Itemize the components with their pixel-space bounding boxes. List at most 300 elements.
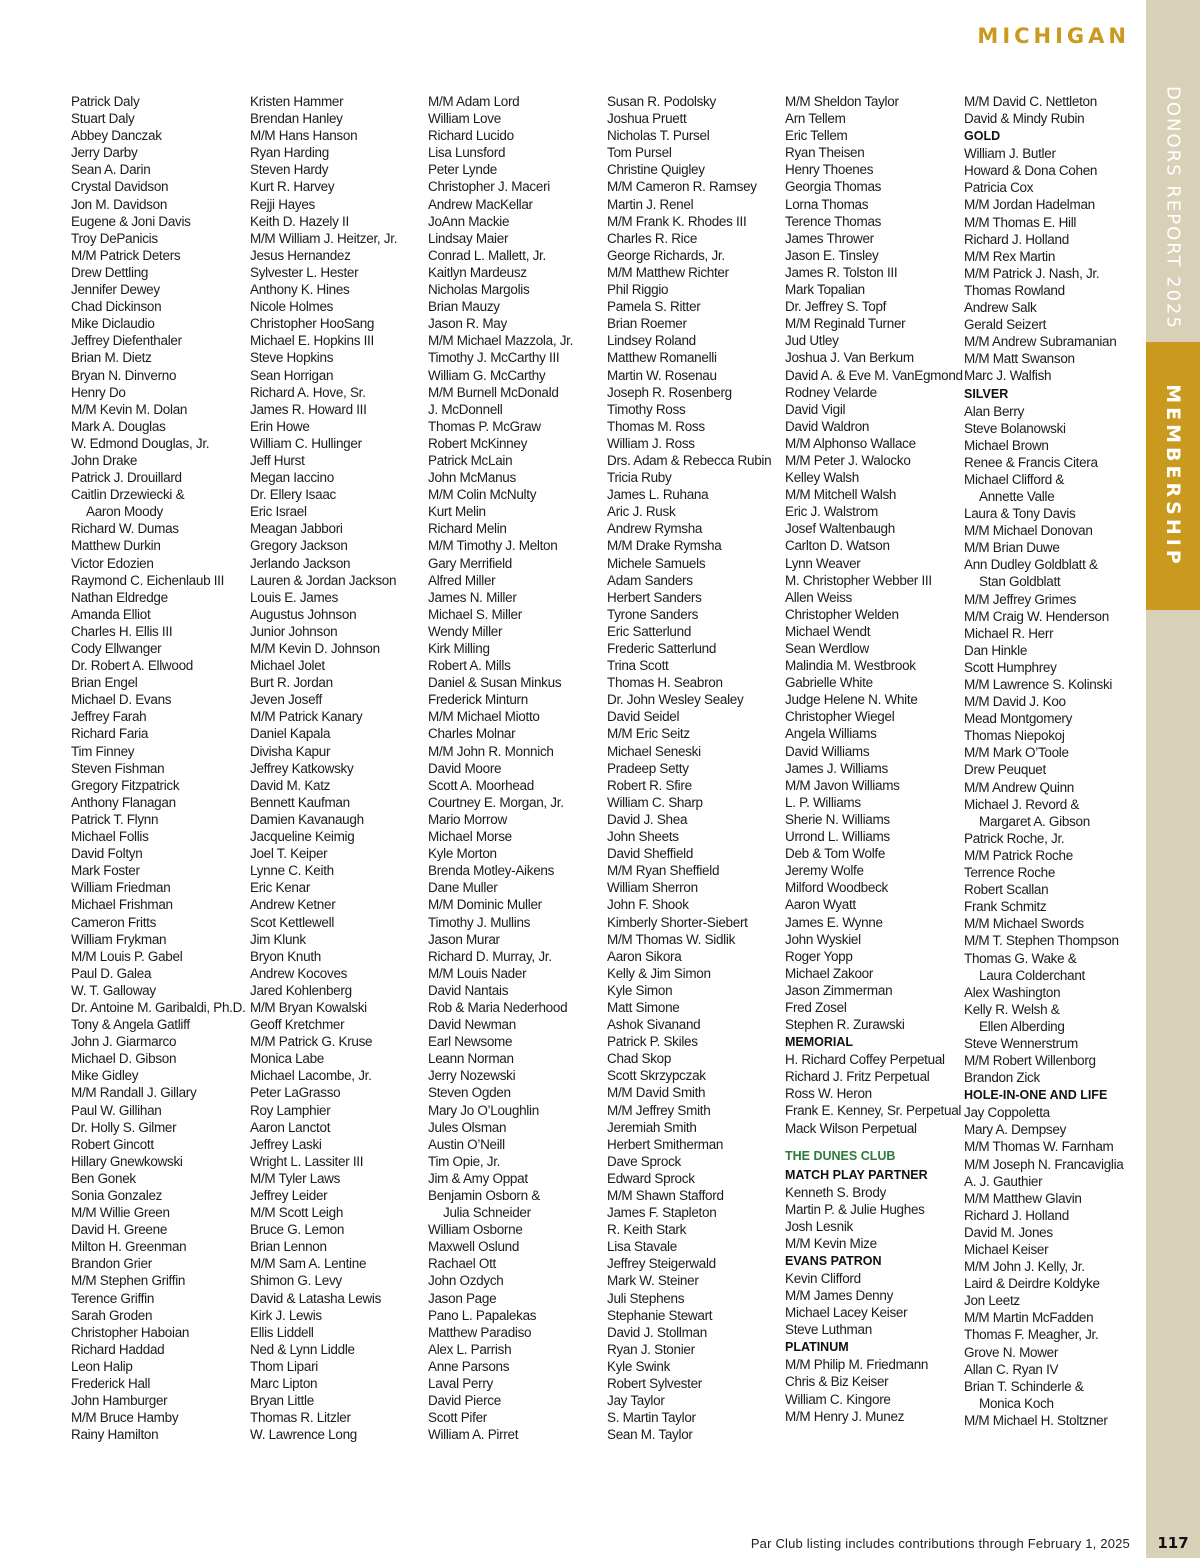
donor-name: M/M Timothy J. Melton [428, 538, 558, 554]
donor-name: Sean M. Taylor [607, 1427, 693, 1443]
donor-name: Rejji Hayes [250, 196, 315, 212]
donor-name: Dr. Jeffrey S. Topf [785, 299, 887, 315]
donor-name: Jon Leetz [964, 1293, 1020, 1309]
donor-name: Stuart Daly [71, 111, 135, 127]
donor-name: M/M Willie Green [71, 1205, 170, 1221]
section-heading: EVANS PATRON [785, 1254, 882, 1268]
donor-name: Jason Page [428, 1290, 497, 1306]
donor-name: Kyle Swink [607, 1358, 671, 1374]
donor-name: Sean Horrigan [250, 367, 334, 383]
donor-name: Jeremy Wolfe [785, 863, 864, 879]
donor-name: Stephen R. Zurawski [785, 1017, 905, 1033]
donor-name: Kyle Morton [428, 846, 497, 862]
donor-name: Dr. John Wesley Sealey [607, 692, 744, 708]
donor-name: Carlton D. Watson [785, 538, 890, 554]
donor-name: Amanda Elliot [71, 606, 151, 622]
donor-name: M/M Stephen Griffin [71, 1273, 186, 1289]
donor-name: Matthew Durkin [71, 538, 161, 554]
donor-name: J. McDonnell [428, 401, 503, 417]
donor-name: Timothy J. Mullins [428, 914, 531, 930]
donor-name: Jerry Darby [71, 145, 138, 161]
donor-name: James J. Williams [785, 760, 888, 776]
donor-name: Timothy Ross [607, 401, 686, 417]
donor-name: Bryan Little [250, 1393, 314, 1409]
donor-name: Lynne C. Keith [250, 863, 334, 879]
donor-name: Jeven Joseff [250, 692, 322, 708]
donor-name-continued: Margaret A. Gibson [979, 813, 1090, 829]
donor-name: Meagan Jabbori [250, 521, 343, 537]
donor-name: Matthew Paradiso [428, 1324, 532, 1340]
donor-name: Robert A. Mills [428, 658, 511, 674]
donor-name: M/M Andrew Subramanian [964, 334, 1117, 350]
donor-name: Terence Griffin [71, 1290, 155, 1306]
donor-name: Joshua J. Van Berkum [785, 350, 914, 366]
donor-name: William J. Butler [964, 146, 1056, 162]
donor-name: Daniel Kapala [250, 726, 331, 742]
donor-name: M/M Kevin Mize [785, 1235, 877, 1251]
donor-name: Tom Pursel [607, 145, 672, 161]
donor-name: M/M Robert Willenborg [964, 1053, 1096, 1069]
donor-name: Geoff Kretchmer [250, 1017, 345, 1033]
donor-name: Lindsay Maier [428, 230, 509, 246]
donor-name: Peter LaGrasso [250, 1085, 341, 1101]
footer-note: Par Club listing includes contributions through February 1, 2025 [750, 1536, 1130, 1551]
donor-name: Dr. Robert A. Ellwood [71, 658, 194, 674]
donor-name: M/M Hans Hanson [250, 128, 358, 144]
donor-name: Dave Sprock [607, 1153, 681, 1169]
donor-name: William Osborne [428, 1222, 523, 1238]
donor-name: Scott Pifer [428, 1410, 487, 1426]
donor-name: David Pierce [428, 1393, 501, 1409]
donor-name: Gabrielle White [785, 675, 873, 691]
donor-name: William Friedman [71, 880, 171, 896]
donor-name: Ryan J. Stonier [607, 1341, 695, 1357]
donor-name: M/M Adam Lord [428, 94, 520, 109]
donor-name: Pano L. Papalekas [428, 1307, 537, 1323]
donor-name: John Drake [71, 452, 138, 468]
donor-name: Howard & Dona Cohen [964, 163, 1098, 179]
donor-name: Bryan N. Dinverno [71, 367, 177, 383]
donor-name: Tricia Ruby [607, 470, 672, 486]
donor-name: Keith D. Hazely II [250, 213, 349, 229]
donor-name: Steven Fishman [71, 760, 165, 776]
donor-name: Augustus Johnson [250, 606, 357, 622]
donor-name: Steve Luthman [785, 1322, 872, 1338]
donor-name: Josef Waltenbaugh [785, 521, 895, 537]
donor-name: Martin P. & Julie Hughes [785, 1201, 925, 1217]
donor-name: M/M Philip M. Friedmann [785, 1357, 929, 1373]
donor-name: Dr. Holly S. Gilmer [71, 1119, 177, 1135]
donor-name: Erin Howe [250, 418, 310, 434]
donor-name: M/M Kevin D. Johnson [250, 641, 380, 656]
donor-name: Lauren & Jordan Jackson [250, 572, 397, 588]
donor-name: Scott Humphrey [964, 659, 1057, 675]
donor-name: M/M Michael Miotto [428, 709, 540, 725]
donor-column-2 [250, 93, 426, 1443]
donor-name: Richard J. Fritz Perpetual [785, 1069, 930, 1085]
donor-name: Kurt Melin [428, 504, 486, 520]
donor-name: Chad Dickinson [71, 299, 162, 315]
donor-name: M/M Colin McNulty [428, 487, 537, 503]
donor-name: Aaron Lanctot [250, 1119, 331, 1135]
donor-name: Michael E. Hopkins III [250, 333, 374, 349]
donor-name: Andrew Salk [964, 300, 1037, 316]
donor-name: Michael Keiser [964, 1242, 1049, 1257]
donor-name: M/M Eric Seitz [607, 726, 690, 742]
donor-name: Christopher Welden [785, 606, 899, 622]
donor-name: David Williams [785, 743, 870, 759]
donor-name: M/M T. Stephen Thompson [964, 933, 1119, 949]
donor-name: Lorna Thomas [785, 196, 869, 212]
donor-name: Monica Labe [250, 1051, 325, 1067]
donor-name: Laval Perry [428, 1376, 493, 1392]
donor-name: M/M Lawrence S. Kolinski [964, 677, 1113, 692]
donor-name: James E. Wynne [785, 914, 883, 930]
donor-name: David Foltyn [71, 846, 143, 862]
donor-name: Steven Ogden [428, 1085, 511, 1101]
donor-name: Jeff Hurst [250, 452, 305, 468]
donor-name: Crystal Davidson [71, 179, 169, 195]
donor-name: Roy Lamphier [250, 1102, 331, 1118]
donor-name: Allen Weiss [785, 589, 852, 605]
donor-name: Edward Sprock [607, 1170, 695, 1186]
donor-name: Mark A. Douglas [71, 418, 166, 434]
donor-name: Patrick Roche, Jr. [964, 830, 1065, 846]
donor-name: Charles Molnar [428, 726, 516, 742]
donor-name: Rachael Ott [428, 1256, 496, 1272]
donor-name: Henry Do [71, 384, 126, 400]
donor-name: Rainy Hamilton [71, 1427, 159, 1443]
donor-name: M/M Alphonso Wallace [785, 435, 916, 451]
donor-name: Thomas Rowland [964, 282, 1065, 298]
donor-name: M/M Thomas E. Hill [964, 214, 1077, 230]
donor-name: Maxwell Oslund [428, 1239, 520, 1255]
donor-name: Robert Sylvester [607, 1376, 702, 1392]
donor-name: M/M Craig W. Henderson [964, 608, 1109, 624]
donor-name: Lisa Lunsford [428, 145, 506, 161]
donor-name: Matt Simone [607, 999, 680, 1015]
donor-name: Ann Dudley Goldblatt & [964, 557, 1098, 573]
donor-name: Christine Quigley [607, 162, 705, 178]
donor-name: David H. Greene [71, 1222, 168, 1238]
donor-name: Victor Edozien [71, 555, 154, 571]
donor-name: Anthony K. Hines [250, 282, 350, 298]
donor-name: Jay Taylor [607, 1393, 665, 1409]
donor-name: Terence Thomas [785, 213, 882, 229]
donor-name: George Richards, Jr. [607, 247, 725, 263]
donor-column-5 [785, 93, 961, 1425]
donor-name: Paul D. Galea [71, 965, 152, 981]
donor-name-continued: Julia Schneider [443, 1205, 531, 1221]
donor-column-6 [964, 93, 1140, 1429]
donor-name: David Vigil [785, 401, 846, 417]
donor-name: M/M Andrew Quinn [964, 779, 1074, 795]
donor-name: Eric Satterlund [607, 623, 692, 639]
club-heading: THE DUNES CLUB [785, 1148, 896, 1163]
donor-name: M/M Patrick Kanary [250, 709, 363, 725]
donor-name: Hillary Gnewkowski [71, 1153, 183, 1169]
donor-name: Terrence Roche [964, 865, 1056, 881]
donor-name: Nicholas Margolis [428, 282, 530, 298]
donor-name: David Nantais [428, 982, 509, 998]
donor-name: Allan C. Ryan IV [964, 1361, 1059, 1377]
donor-name: Michael J. Revord & [964, 796, 1080, 812]
donor-name: Drs. Adam & Rebecca Rubin [607, 452, 772, 468]
donor-name: David A. & Eve M. VanEgmond [785, 367, 963, 383]
donor-name: Jud Utley [785, 333, 839, 349]
donor-name: Caitlin Drzewiecki & [71, 487, 185, 503]
donor-name-continued: Annette Valle [979, 488, 1055, 504]
donor-name: William Sherron [607, 880, 698, 896]
donor-name: Kurt R. Harvey [250, 179, 335, 195]
donor-name: Raymond C. Eichenlaub III [71, 572, 225, 588]
donor-name: Patrick P. Skiles [607, 1034, 698, 1050]
donor-name: Jim Klunk [250, 931, 306, 947]
donor-name: Jerlando Jackson [250, 555, 351, 571]
donor-name: Deb & Tom Wolfe [785, 846, 886, 862]
donor-name: M/M Ryan Sheffield [607, 863, 720, 879]
donor-name: M/M Joseph N. Francaviglia [964, 1156, 1124, 1172]
donor-name: James R. Tolston III [785, 264, 898, 280]
donor-name: Mike Gidley [71, 1068, 139, 1084]
donor-name: Jeffrey Laski [250, 1136, 322, 1152]
donor-name: M/M Shawn Stafford [607, 1188, 724, 1203]
donor-name: Tony & Angela Gatliff [71, 1017, 190, 1033]
donor-name: Roger Yopp [785, 948, 853, 964]
donor-name: Lisa Stavale [607, 1239, 677, 1255]
donor-name: Michael Jolet [250, 658, 325, 674]
donor-name: John Sheets [607, 829, 679, 845]
donor-name: Scott Skrzypczak [607, 1068, 706, 1084]
donor-name: Kelley Walsh [785, 470, 859, 486]
donor-name: Kevin Clifford [785, 1271, 861, 1286]
donor-name: M/M Jordan Hadelman [964, 197, 1095, 213]
donor-name: M/M David C. Nettleton [964, 94, 1097, 109]
donor-name: Joshua Pruett [607, 111, 687, 127]
donor-name: Michael Frishman [71, 897, 173, 913]
page-number: 117 [1157, 1534, 1189, 1552]
donor-name: Charles H. Ellis III [71, 623, 173, 639]
donor-name: Mead Montgomery [964, 711, 1073, 727]
donor-name: David J. Shea [607, 811, 688, 827]
donor-name: M/M James Denny [785, 1288, 894, 1304]
donor-name: Bruce G. Lemon [250, 1222, 345, 1238]
donor-name: JoAnn Mackie [428, 213, 510, 229]
donor-name: S. Martin Taylor [607, 1410, 696, 1426]
donor-name: Susan R. Podolsky [607, 94, 716, 109]
donor-name: Richard Haddad [71, 1341, 165, 1357]
donor-name: M/M Sam A. Lentine [250, 1256, 367, 1272]
donor-name: Mario Morrow [428, 811, 507, 827]
donor-name: Drew Peuquet [964, 762, 1046, 778]
donor-name: Leann Norman [428, 1051, 514, 1067]
donor-name: Earl Newsome [428, 1034, 513, 1050]
donor-name: Thomas G. Wake & [964, 950, 1077, 966]
donor-name: David M. Jones [964, 1224, 1053, 1240]
donor-name: Brian Mauzy [428, 299, 500, 315]
donor-name: John Wyskiel [785, 931, 861, 947]
donor-name: M/M Matthew Richter [607, 264, 729, 280]
donor-name: David J. Stollman [607, 1324, 707, 1340]
donor-name: Aaron Sikora [607, 948, 682, 964]
donor-name: Jeffrey Steigerwald [607, 1256, 716, 1272]
donor-name: L. P. Williams [785, 794, 861, 810]
donor-name: Eric Kenar [250, 880, 311, 896]
donor-name: Patricia Cox [964, 180, 1034, 196]
donor-name: William A. Pirret [428, 1427, 519, 1443]
donor-name: Kenneth S. Brody [785, 1184, 887, 1200]
donor-name: Brendan Hanley [250, 111, 343, 127]
donor-name: Wendy Miller [428, 623, 503, 639]
donor-name: Jacqueline Keimig [250, 829, 355, 845]
donor-name: M/M David Smith [607, 1085, 706, 1101]
donor-name: Ross W. Heron [785, 1086, 872, 1102]
donor-name: M/M Henry J. Munez [785, 1408, 905, 1424]
section-heading: HOLE-IN-ONE AND LIFE [964, 1088, 1108, 1103]
donor-name: Andrew Ketner [250, 897, 336, 913]
donor-name: Stephanie Stewart [607, 1307, 713, 1323]
donor-name: M/M Mark O’Toole [964, 745, 1069, 761]
donor-name: Jeffrey Farah [71, 709, 147, 725]
donor-name: Kirk Milling [428, 641, 490, 656]
donor-name: Wright L. Lassiter III [250, 1153, 364, 1169]
donor-name: Shimon G. Levy [250, 1273, 342, 1289]
donor-name: M/M Drake Rymsha [607, 538, 722, 554]
donor-name: Peter Lynde [428, 162, 497, 178]
donor-name: Benjamin Osborn & [428, 1188, 540, 1203]
donor-name: Jerry Nozewski [428, 1068, 516, 1084]
section-heading: MATCH PLAY PARTNER [785, 1167, 928, 1182]
donor-name: Drew Dettling [71, 264, 149, 280]
donor-name: Jon M. Davidson [71, 196, 168, 212]
donor-name: Kyle Simon [607, 982, 673, 998]
donor-name: Kristen Hammer [250, 94, 344, 109]
donor-name: M/M Michael Mazzola, Jr. [428, 333, 574, 349]
donor-name: Urrond L. Williams [785, 829, 890, 845]
donor-name: M/M William J. Heitzer, Jr. [250, 230, 398, 246]
donor-name: David & Latasha Lewis [250, 1290, 382, 1306]
donor-name: Herbert Sanders [607, 589, 702, 605]
donor-name: Robert R. Sfire [607, 777, 692, 793]
donor-name: Henry Thoenes [785, 162, 874, 178]
donor-name: Frank Schmitz [964, 899, 1047, 915]
donor-name: M/M David J. Koo [964, 694, 1066, 710]
donor-name: Patrick McLain [428, 452, 513, 468]
donor-name: Tyrone Sanders [607, 606, 699, 622]
donor-name: Richard A. Hove, Sr. [250, 384, 366, 400]
donor-name: Laird & Deirdre Koldyke [964, 1276, 1100, 1292]
donor-name: Troy DePanicis [71, 230, 158, 246]
donor-name: Megan Iaccino [250, 470, 334, 486]
donor-name: Tim Finney [71, 743, 135, 759]
section-heading: PLATINUM [785, 1340, 849, 1355]
donor-name: Michael Lacey Keiser [785, 1305, 908, 1321]
donor-name: Courtney E. Morgan, Jr. [428, 794, 564, 810]
donor-name: Dr. Ellery Isaac [250, 487, 336, 503]
donor-name: Juli Stephens [607, 1290, 685, 1306]
donor-name: M/M Patrick Deters [71, 247, 181, 263]
donor-name: Arn Tellem [785, 111, 846, 127]
donor-name: Patrick J. Drouillard [71, 470, 182, 486]
donor-name: Laura & Tony Davis [964, 506, 1076, 522]
donor-name: Jason E. Tinsley [785, 247, 879, 263]
donor-name: M/M John R. Monnich [428, 743, 554, 759]
donor-name: Lindsey Roland [607, 333, 696, 349]
donor-name: Frederick Hall [71, 1376, 151, 1392]
donor-name: Abbey Danczak [71, 128, 162, 144]
donor-name: Mack Wilson Perpetual [785, 1120, 917, 1136]
donor-name: Mark Foster [71, 863, 140, 879]
donor-name: Frederick Minturn [428, 692, 528, 708]
donor-name: Sonia Gonzalez [71, 1188, 163, 1203]
donor-name: Gerald Seizert [964, 317, 1047, 333]
donor-name: Michele Samuels [607, 555, 706, 571]
section-heading: SILVER [964, 386, 1009, 401]
donor-name: James R. Howard III [250, 401, 367, 417]
donor-name: W. T. Galloway [71, 982, 156, 998]
donor-name: Richard J. Holland [964, 231, 1069, 247]
donor-name: Thom Lipari [250, 1358, 318, 1374]
donor-name: Mary Jo O’Loughlin [428, 1102, 539, 1118]
donor-name: Josh Lesnik [785, 1218, 853, 1234]
donor-name: M/M Sheldon Taylor [785, 94, 899, 109]
donor-name: M/M Michael H. Stoltzner [964, 1412, 1108, 1428]
donor-name: Anne Parsons [428, 1358, 510, 1374]
donor-name: M/M Patrick G. Kruse [250, 1034, 373, 1050]
donor-name: Leon Halip [71, 1358, 133, 1374]
donor-name: Jeffrey Diefenthaler [71, 333, 182, 349]
donor-name: Alfred Miller [428, 572, 496, 588]
donor-name-continued: Stan Goldblatt [979, 574, 1061, 590]
donor-name: Dan Hinkle [964, 642, 1028, 658]
donor-name: M/M Frank K. Rhodes III [607, 213, 747, 229]
donor-name: Herbert Smitherman [607, 1136, 724, 1152]
donor-name: Jeffrey Leider [250, 1188, 328, 1203]
donor-name: David Seidel [607, 709, 680, 725]
donor-name: Ashok Sivanand [607, 1017, 701, 1033]
donor-name: M/M Jeffrey Grimes [964, 591, 1077, 607]
donor-name: M/M Michael Swords [964, 916, 1084, 932]
donor-name: Andrew Rymsha [607, 521, 703, 537]
donor-name: Malindia M. Westbrook [785, 658, 916, 674]
donor-name: William Frykman [71, 931, 167, 947]
donor-name: Martin J. Renel [607, 196, 694, 212]
donor-name: David & Mindy Rubin [964, 111, 1085, 127]
donor-column-3 [428, 93, 604, 1443]
donor-name: M/M Matthew Glavin [964, 1190, 1082, 1206]
donor-name: Christopher Haboian [71, 1324, 190, 1340]
donor-name: Brian Engel [71, 675, 138, 691]
donor-name: M/M Bruce Hamby [71, 1410, 179, 1426]
donor-name-continued: Ellen Alberding [979, 1018, 1065, 1034]
donor-name: Ryan Harding [250, 145, 329, 161]
donor-name: Jim & Amy Oppat [428, 1170, 528, 1186]
donor-name: M/M Thomas W. Farnham [964, 1139, 1114, 1155]
donor-name: M/M Bryan Kowalski [250, 999, 367, 1015]
donor-name: Rob & Maria Nederhood [428, 999, 568, 1015]
donor-name: Grove N. Mower [964, 1344, 1059, 1360]
donor-name: Sherie N. Williams [785, 811, 890, 827]
donor-name: William Love [428, 111, 501, 127]
donor-name: Richard Lucido [428, 128, 514, 144]
donor-name: John F. Shook [607, 897, 689, 913]
donor-name: M/M Scott Leigh [250, 1205, 344, 1221]
report-title-text: DONORS REPORT 2025 [1162, 86, 1184, 330]
donor-name: Phil Riggio [607, 282, 669, 298]
donor-name: Georgia Thomas [785, 179, 882, 195]
donor-name: Aric J. Rusk [607, 504, 676, 520]
donor-name: M/M Reginald Turner [785, 316, 906, 332]
